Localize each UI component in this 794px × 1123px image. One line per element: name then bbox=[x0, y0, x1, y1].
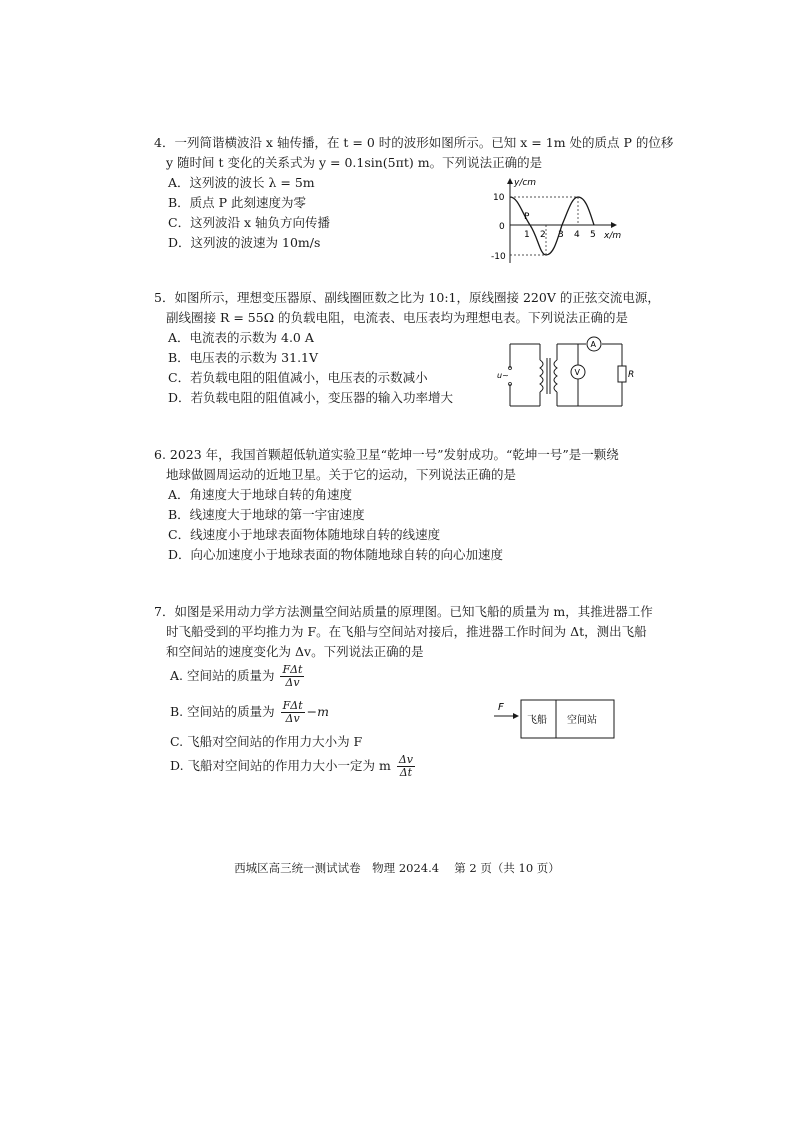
q4-x-tick-2: 2 bbox=[540, 230, 546, 240]
q5-resistor bbox=[618, 366, 626, 382]
q7-option-d-text: D. 飞船对空间站的作用力大小一定为 m bbox=[170, 758, 391, 773]
question-6 bbox=[154, 445, 644, 565]
q4-option-d: D．这列波的波速为 10m/s bbox=[168, 235, 321, 250]
q6-stem-line2: 地球做圆周运动的近地卫星。关于它的运动，下列说法正确的是 bbox=[166, 467, 517, 482]
q6-option-d: D．向心加速度小于地球表面的物体随地球自转的向心加速度 bbox=[168, 547, 504, 562]
q4-option-b: B．质点 P 此刻速度为零 bbox=[168, 195, 307, 210]
q7-spaceship-label: 飞船 bbox=[527, 715, 547, 726]
q7-option-a-fraction: $\frac{\text{FΔt}}{\Delta v}$ bbox=[282, 663, 303, 689]
q5-option-c: C．若负载电阻的阻值减小，电压表的示数减小 bbox=[168, 370, 428, 385]
q4-x-axis-label: x/m bbox=[604, 231, 622, 241]
q7-option-b bbox=[170, 700, 329, 725]
q4-y-tick-neg10: -10 bbox=[491, 252, 506, 262]
q5-stem-line1: 5．如图所示，理想变压器原、副线圈匝数之比为 10:1，原线圈接 220V 的正弦交流电源， bbox=[154, 290, 660, 305]
q4-point-p-label: P bbox=[524, 212, 530, 222]
q4-x-tick-4: 4 bbox=[574, 230, 580, 240]
q4-y-tick-10: 10 bbox=[493, 193, 505, 203]
q4-wave-curve bbox=[510, 197, 594, 255]
q6-option-a: A．角速度大于地球自转的角速度 bbox=[168, 487, 353, 502]
q7-option-d bbox=[170, 754, 417, 779]
q5-option-d: D．若负载电阻的阻值减小，变压器的输入功率增大 bbox=[168, 390, 454, 405]
q7-option-b-fraction: $\frac{\text{FΔt}}{\Delta v}$ bbox=[282, 699, 303, 725]
page-footer: 西城区高三统一测试试卷 物理 2024.4 第 2 页（共 10 页） bbox=[234, 861, 560, 875]
q7-option-c: C. 飞船对空间站的作用力大小为 F bbox=[170, 734, 363, 749]
q4-x-tick-1: 1 bbox=[524, 230, 530, 240]
q5-option-a: A．电流表的示数为 4.0 A bbox=[168, 330, 314, 345]
q7-stem-line1: 7．如图是采用动力学方法测量空间站质量的原理图。已知飞船的质量为 m，其推进器工作 bbox=[154, 604, 653, 619]
q7-stem-line2: 时飞船受到的平均推力为 F。在飞船与空间站对接后，推进器工作时间为 Δt，测出飞船 bbox=[166, 624, 647, 639]
q7-option-a-text: A. 空间站的质量为 bbox=[170, 668, 275, 683]
q4-option-a: A．这列波的波长 λ = 5m bbox=[168, 175, 315, 190]
q4-x-tick-3: 3 bbox=[558, 230, 564, 240]
question-7 bbox=[154, 602, 653, 662]
q5-stem-line2: 副线圈接 R = 55Ω 的负载电阻，电流表、电压表均为理想电表。下列说法正确的是 bbox=[166, 310, 629, 325]
q6-option-c: C．线速度小于地球表面物体随地球自转的线速度 bbox=[168, 527, 441, 542]
q5-source-label: u~ bbox=[497, 371, 509, 380]
q4-option-c: C．这列波沿 x 轴负方向传播 bbox=[168, 215, 331, 230]
q5-option-b: B．电压表的示数为 31.1V bbox=[168, 350, 319, 365]
q5-circuit-diagram bbox=[496, 336, 636, 410]
q7-option-b-text: B. 空间站的质量为 bbox=[170, 704, 275, 719]
q5-ammeter-label: A bbox=[590, 340, 596, 349]
q7-station-label: 空间站 bbox=[567, 715, 597, 726]
q4-y-tick-0: 0 bbox=[499, 222, 505, 232]
q4-y-axis-label: y/cm bbox=[514, 178, 537, 188]
q7-stem-line3: 和空间站的速度变化为 Δv。下列说法正确的是 bbox=[166, 644, 424, 659]
q5-resistor-label: R bbox=[628, 370, 635, 380]
q4-wave-graph bbox=[488, 175, 638, 265]
q7-option-a bbox=[170, 664, 306, 689]
q4-stem-line2: y 随时间 t 变化的关系式为 y = 0.1sin(5πt) m。下列说法正确的是 bbox=[166, 155, 543, 170]
q4-stem-line1: 4．一列简谐横波沿 x 轴传播，在 t = 0 时的波形如图所示。已知 x = 1m 处的质点 P 的位移 bbox=[154, 135, 674, 150]
q5-voltmeter-label: V bbox=[574, 368, 580, 377]
q6-option-b: B．线速度大于地球的第一宇宙速度 bbox=[168, 507, 365, 522]
q7-docking-diagram bbox=[490, 698, 620, 742]
q7-force-label: F bbox=[498, 702, 504, 713]
q6-stem-line1: 6. 2023 年，我国首颗超低轨道实验卫星“乾坤一号”发射成功。“乾坤一号”是一颗绕 bbox=[154, 447, 619, 462]
q7-option-b-suffix: −m bbox=[306, 704, 329, 719]
q7-option-d-fraction: $\frac{\Delta v}{\Delta t}$ bbox=[398, 753, 414, 779]
q4-x-tick-5: 5 bbox=[590, 230, 596, 240]
